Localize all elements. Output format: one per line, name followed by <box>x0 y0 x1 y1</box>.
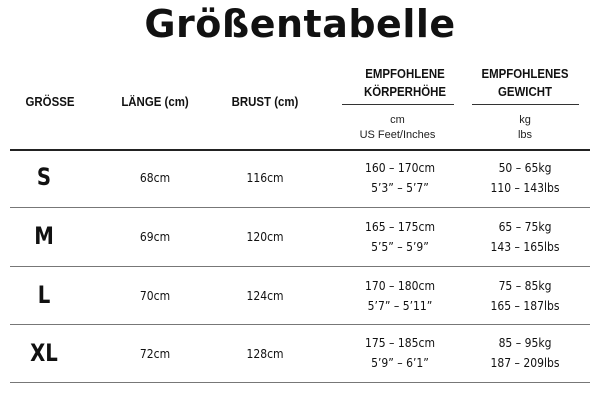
header-height-line2: KÖRPERHÖHE <box>363 84 447 99</box>
height-ft-s: 5’3” – 5’7” <box>371 181 429 195</box>
size-label-m: M <box>34 222 54 250</box>
chest-s: 116cm <box>246 171 284 185</box>
size-label-xl: XL <box>30 339 58 367</box>
header-height-unit-ft: US Feet/Inches <box>359 129 436 141</box>
header-height-unit-cm: cm <box>390 114 405 126</box>
header-weight-line1: EMPFOHLENES <box>481 66 569 81</box>
weight-lbs-xl: 187 – 209lbs <box>490 356 560 370</box>
weight-kg-xl: 85 – 95kg <box>498 336 552 350</box>
page-title: Größentabelle <box>144 2 456 46</box>
header-chest: BRUST (cm) <box>231 94 299 109</box>
header-weight-line2: GEWICHT <box>497 84 553 99</box>
weight-lbs-l: 165 – 187lbs <box>490 299 560 313</box>
height-ft-m: 5’5” – 5’9” <box>371 240 429 254</box>
size-label-s: S <box>36 163 52 191</box>
header-weight-unit-lbs: lbs <box>517 129 533 141</box>
row-divider <box>10 207 590 208</box>
weight-lbs-s: 110 – 143lbs <box>490 181 560 195</box>
height-cm-s: 160 – 170cm <box>365 161 435 175</box>
header-weight-unit-kg: kg <box>519 114 531 126</box>
height-ft-l: 5’7” – 5’11” <box>367 299 433 313</box>
row-divider <box>10 266 590 267</box>
weight-kg-s: 50 – 65kg <box>498 161 552 175</box>
chest-xl: 128cm <box>246 347 284 361</box>
header-height-line1: EMPFOHLENE <box>365 66 445 81</box>
length-s: 68cm <box>139 171 171 185</box>
row-divider <box>10 324 590 325</box>
chest-m: 120cm <box>246 230 284 244</box>
height-cm-xl: 175 – 185cm <box>365 336 435 350</box>
table-bottom-rule <box>10 382 590 383</box>
length-xl: 72cm <box>139 347 171 361</box>
height-cm-m: 165 – 175cm <box>365 220 435 234</box>
length-l: 70cm <box>139 289 171 303</box>
header-length: LÄNGE (cm) <box>121 94 189 109</box>
header-weight-underline <box>472 104 579 105</box>
height-cm-l: 170 – 180cm <box>365 279 435 293</box>
header-height-underline <box>342 104 454 105</box>
header-divider <box>10 149 590 151</box>
height-ft-xl: 5’9” – 6’1” <box>371 356 429 370</box>
length-m: 69cm <box>139 230 171 244</box>
size-label-l: L <box>37 281 51 309</box>
weight-kg-l: 75 – 85kg <box>498 279 552 293</box>
header-size: GRÖSSE <box>25 94 75 109</box>
weight-lbs-m: 143 – 165lbs <box>490 240 560 254</box>
chest-l: 124cm <box>246 289 284 303</box>
weight-kg-m: 65 – 75kg <box>498 220 552 234</box>
